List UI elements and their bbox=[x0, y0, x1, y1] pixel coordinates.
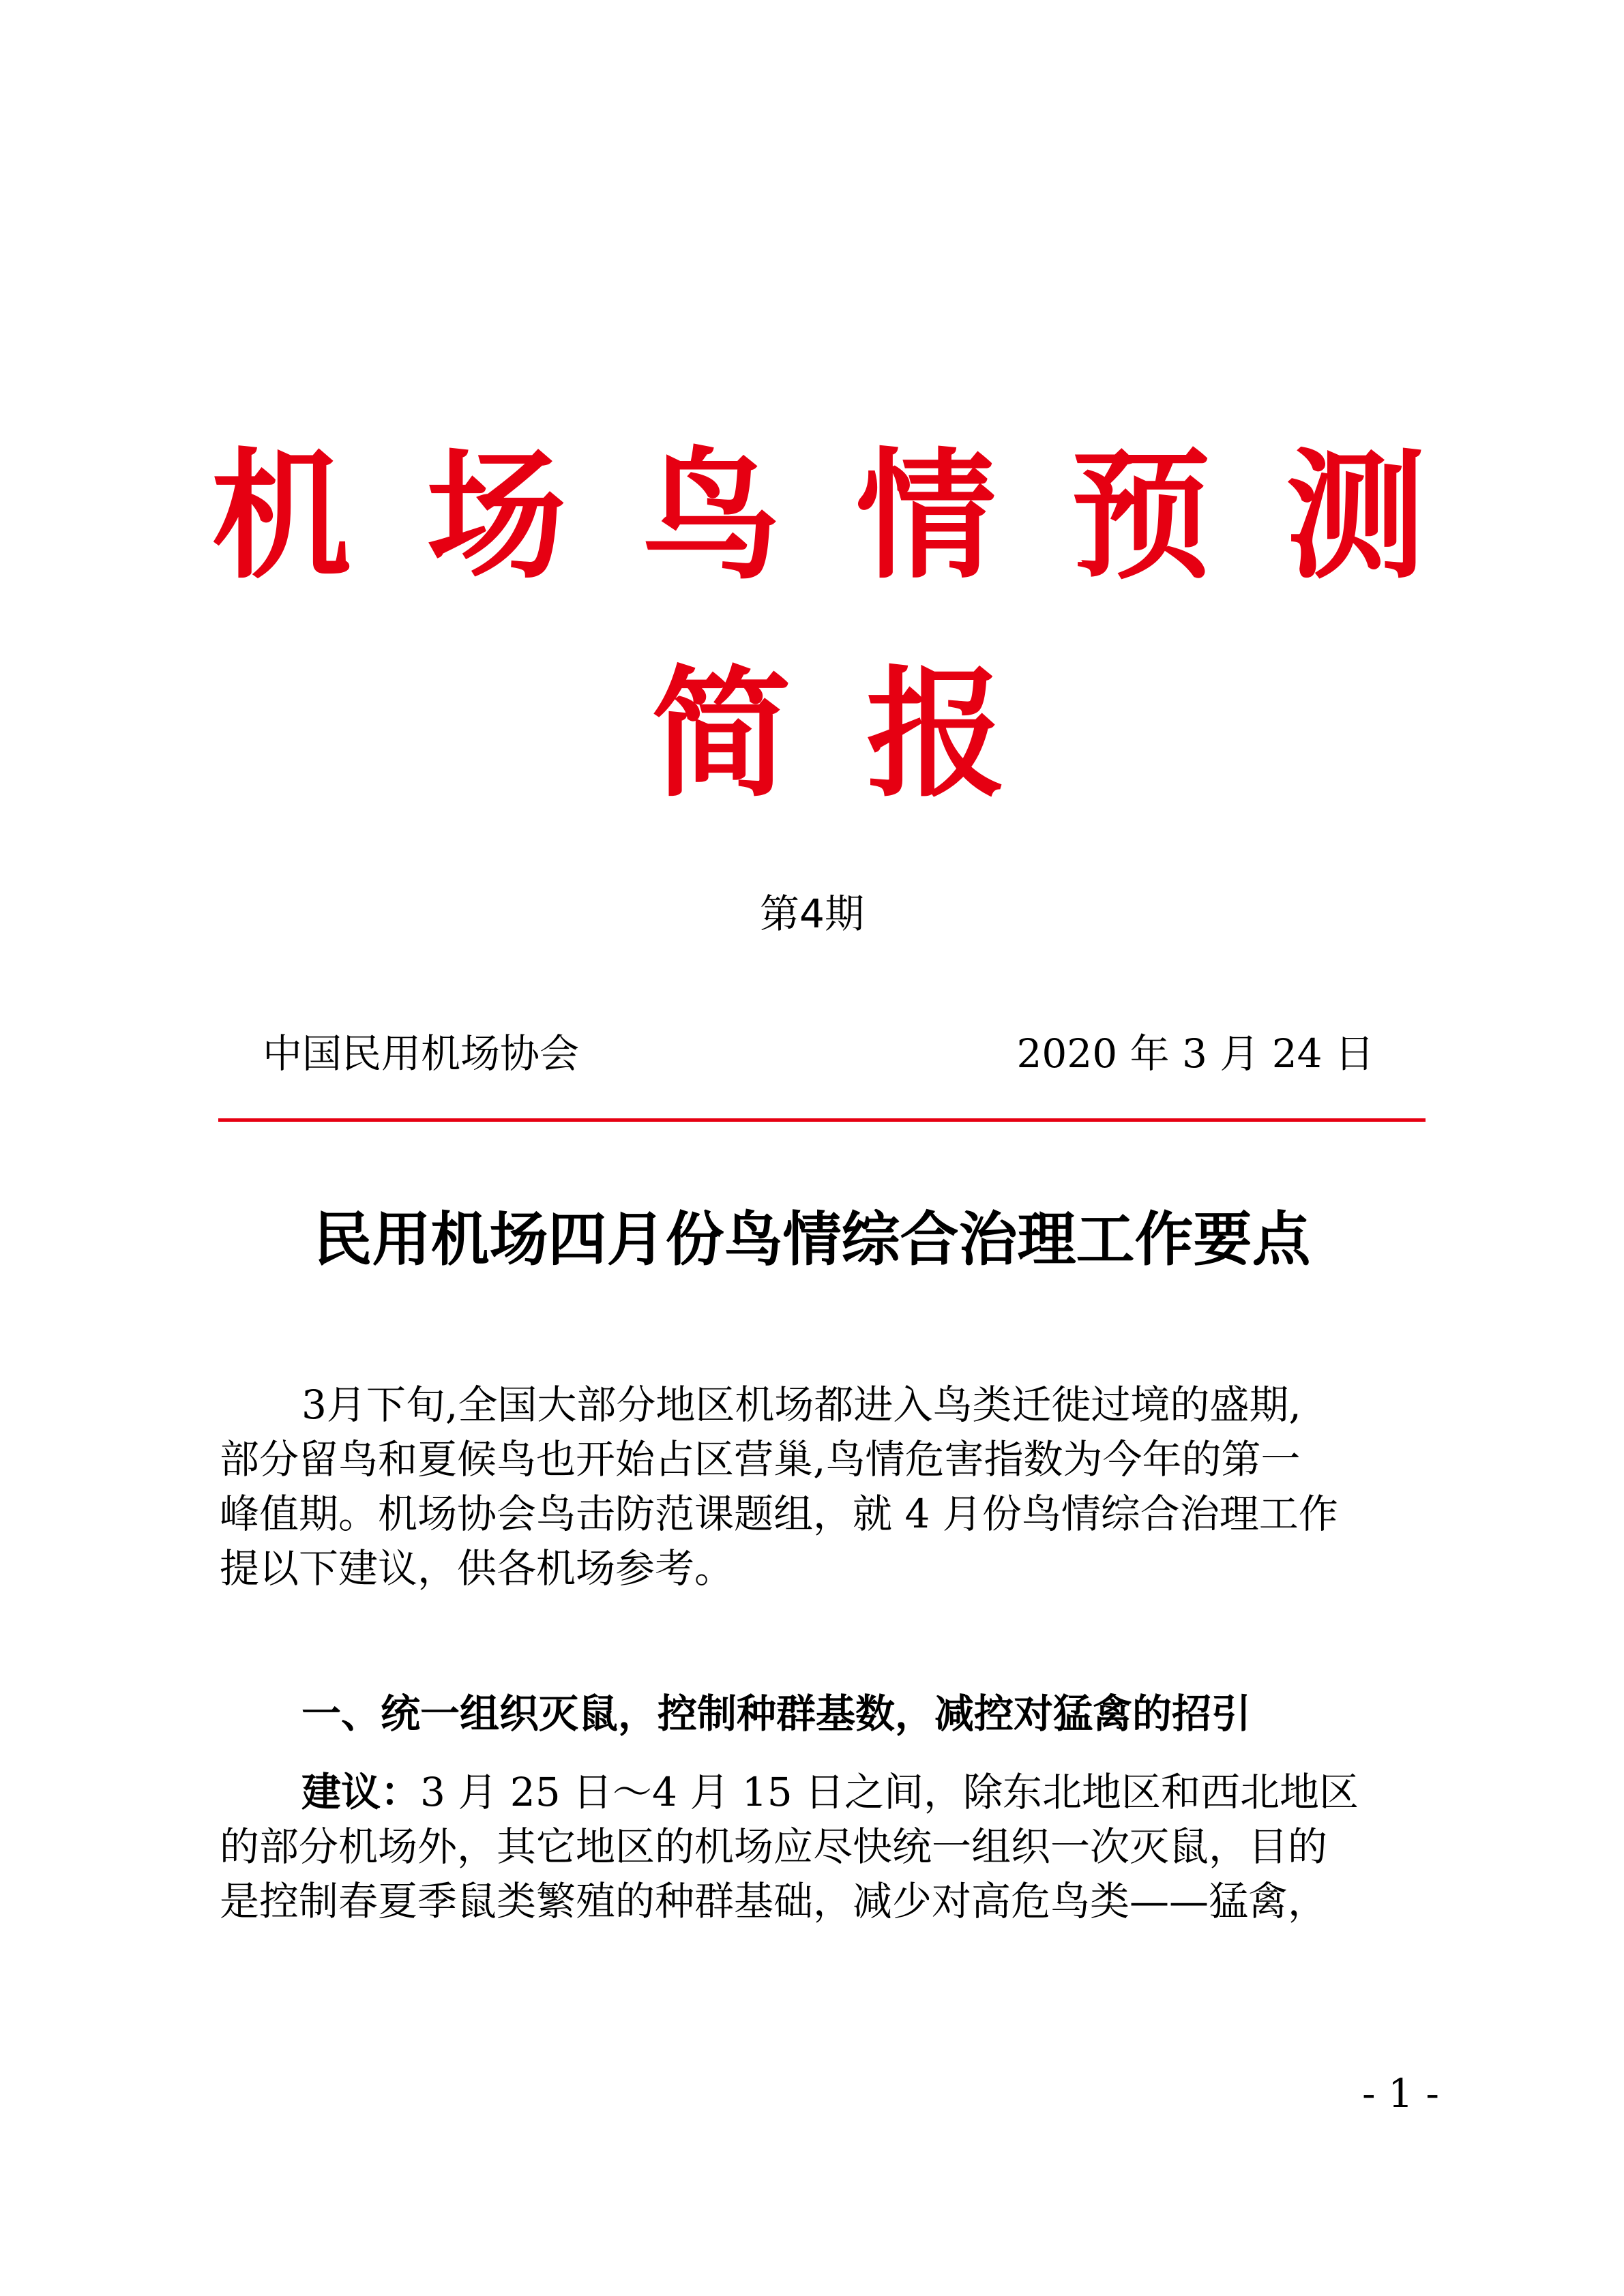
document-title: 民用机场四月份鸟情综合治理工作要点 bbox=[313, 1205, 1311, 1274]
issuer-name: 中国民用机场协会 bbox=[263, 1030, 580, 1077]
masthead-title-line1 bbox=[211, 434, 1426, 598]
paragraph-lead: 建议： bbox=[301, 1769, 421, 1815]
issue-date: 2020 年 3 月 24 日 bbox=[1016, 1030, 1374, 1077]
red-divider bbox=[218, 1118, 1426, 1122]
masthead-char: 测 bbox=[1286, 434, 1426, 598]
paragraph-line bbox=[220, 1765, 1427, 1819]
masthead-char: 机 bbox=[211, 434, 351, 598]
section-heading: 一、统一组织灭鼠，控制种群基数，减控对猛禽的招引 bbox=[301, 1690, 1252, 1737]
issuer-line bbox=[263, 1026, 1374, 1081]
masthead-char: 报 bbox=[866, 653, 1006, 816]
paragraph-line: 是控制春夏季鼠类繁殖的种群基础，减少对高危鸟类——猛禽， bbox=[220, 1878, 1328, 1924]
issue-number: 第4期 bbox=[760, 891, 864, 937]
masthead-title-line2 bbox=[651, 653, 1006, 816]
paragraph-line-text: 3 月 25 日～4 月 15 日之间，除东北地区和西北地区 bbox=[420, 1769, 1359, 1815]
paragraph-line: 3月下旬,全国大部分地区机场都进入鸟类迁徙过境的盛期, bbox=[301, 1382, 1301, 1428]
paragraph-line: 的部分机场外，其它地区的机场应尽快统一组织一次灭鼠，目的 bbox=[220, 1823, 1328, 1870]
masthead-char: 情 bbox=[856, 434, 996, 598]
masthead-char: 预 bbox=[1071, 434, 1211, 598]
section-paragraph bbox=[220, 1765, 1427, 1928]
page-number: - 1 - bbox=[1362, 2070, 1439, 2117]
paragraph-line: 提以下建议，供各机场参考。 bbox=[220, 1545, 735, 1592]
intro-paragraph bbox=[220, 1377, 1427, 1596]
masthead-char: 简 bbox=[651, 653, 791, 816]
paragraph-line: 部分留鸟和夏候鸟也开始占区营巢,鸟情危害指数为今年的第一 bbox=[220, 1436, 1301, 1482]
masthead-char: 场 bbox=[426, 434, 566, 598]
masthead-char: 鸟 bbox=[641, 434, 781, 598]
paragraph-line: 峰值期。机场协会鸟击防范课题组，就 4 月份鸟情综合治理工作 bbox=[220, 1491, 1338, 1537]
